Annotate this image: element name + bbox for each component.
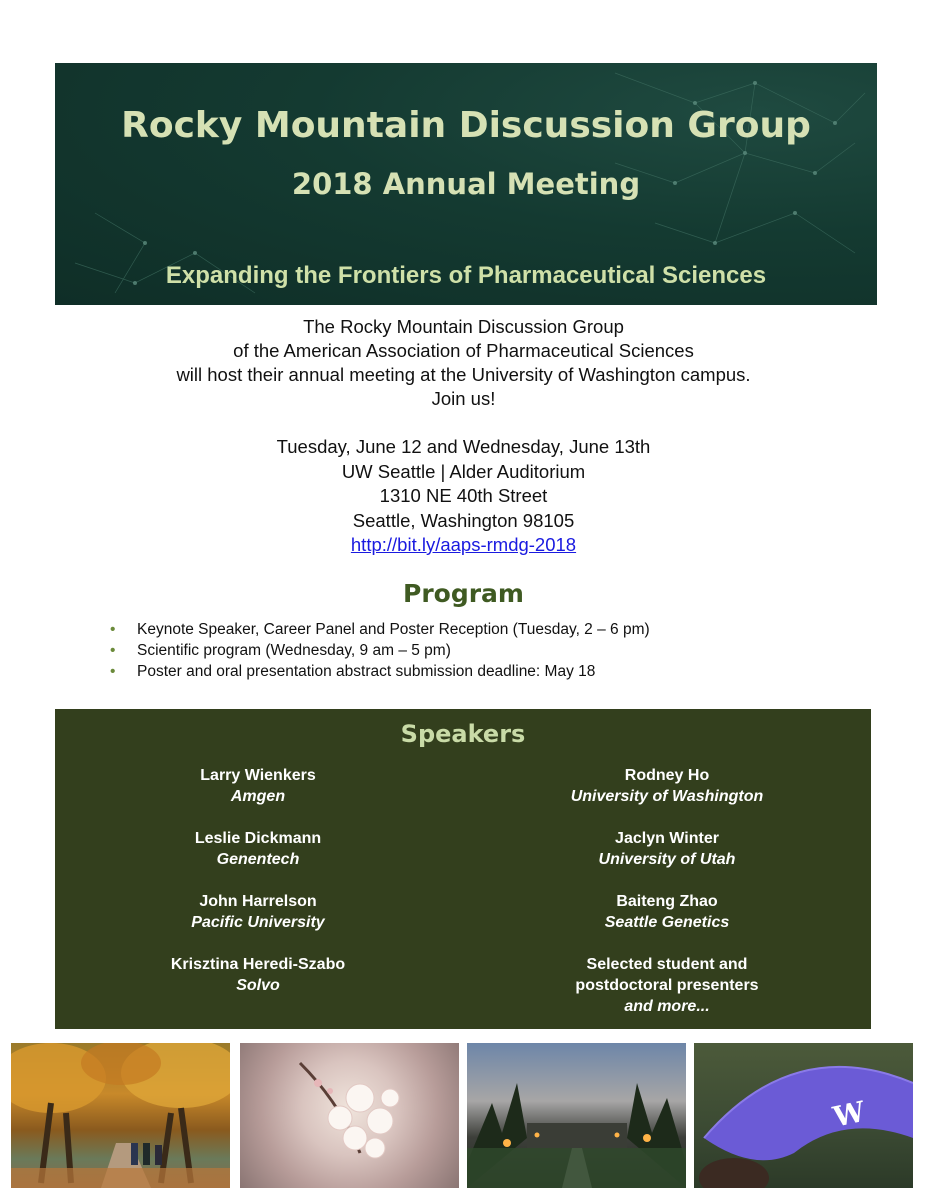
intro-line: of the American Association of Pharmaceutical Sciences <box>233 340 694 361</box>
uw-umbrella-photo <box>694 1043 913 1188</box>
speaker-name: Rodney Ho <box>624 767 710 784</box>
page-subtitle: 2018 Annual Meeting <box>291 167 641 201</box>
speaker-entry <box>108 954 408 1017</box>
campus-autumn-photo <box>11 1043 230 1188</box>
venue-details <box>0 435 927 558</box>
speakers-column-right <box>517 765 817 1017</box>
speaker-name-line2: postdoctoral presenters <box>575 977 759 994</box>
list-item: • Scientific program (Wednesday, 9 am – 5 pm) <box>110 642 451 659</box>
speaker-affiliation: Amgen <box>230 788 286 805</box>
header-banner <box>55 63 877 305</box>
intro-line: will host their annual meeting at the University of Washington campus. <box>176 364 751 385</box>
speaker-entry <box>108 765 408 828</box>
speaker-name: Larry Wienkers <box>200 767 316 784</box>
speaker-affiliation: and more... <box>624 998 710 1015</box>
speaker-entry <box>517 891 817 954</box>
bullet-icon: • <box>110 642 116 659</box>
speaker-entry <box>517 828 817 891</box>
intro-text <box>0 315 927 411</box>
list-item: • Poster and oral presentation abstract submission deadline: May 18 <box>110 663 596 680</box>
speaker-name: Krisztina Heredi-Szabo <box>170 956 346 973</box>
event-street: 1310 NE 40th Street <box>379 485 548 506</box>
list-item: • Keynote Speaker, Career Panel and Poster Reception (Tuesday, 2 – 6 pm) <box>110 621 650 638</box>
speaker-name: Baiteng Zhao <box>616 893 718 910</box>
quad-at-dusk-photo <box>467 1043 686 1188</box>
speaker-affiliation: University of Washington <box>570 788 764 805</box>
speaker-affiliation: Seattle Genetics <box>604 914 730 931</box>
intro-line: Join us! <box>431 388 496 409</box>
page-title: Rocky Mountain Discussion Group <box>121 105 811 146</box>
event-dates: Tuesday, June 12 and Wednesday, June 13th <box>276 436 651 457</box>
speaker-affiliation: University of Utah <box>598 851 736 868</box>
speaker-name: Jaclyn Winter <box>615 830 719 847</box>
speakers-heading: Speakers <box>400 720 526 748</box>
event-city: Seattle, Washington 98105 <box>352 509 575 531</box>
bullet-icon: • <box>110 621 116 638</box>
intro-line: The Rocky Mountain Discussion Group <box>303 316 624 337</box>
speakers-column-left <box>108 765 408 1017</box>
speakers-panel <box>55 709 871 1029</box>
speaker-affiliation: Pacific University <box>191 914 325 931</box>
speaker-entry <box>108 828 408 891</box>
speaker-name: John Harrelson <box>199 893 317 910</box>
cherry-blossom-photo <box>240 1043 459 1188</box>
speaker-entry <box>517 954 817 1017</box>
speaker-entry <box>108 891 408 954</box>
speaker-name: Leslie Dickmann <box>194 830 322 847</box>
speaker-affiliation: Genentech <box>216 851 300 868</box>
speaker-name: Selected student and <box>586 956 748 973</box>
speaker-entry <box>517 765 817 828</box>
event-location: UW Seattle | Alder Auditorium <box>341 460 586 482</box>
event-link[interactable]: http://bit.ly/aaps-rmdg-2018 <box>350 534 577 555</box>
program-heading: Program <box>403 579 524 608</box>
speaker-affiliation: Solvo <box>236 977 280 994</box>
bullet-icon: • <box>110 663 116 680</box>
svg-text:W: W <box>830 1094 868 1134</box>
program-list <box>110 619 650 682</box>
meeting-theme: Expanding the Frontiers of Pharmaceutical Sciences <box>165 262 767 289</box>
